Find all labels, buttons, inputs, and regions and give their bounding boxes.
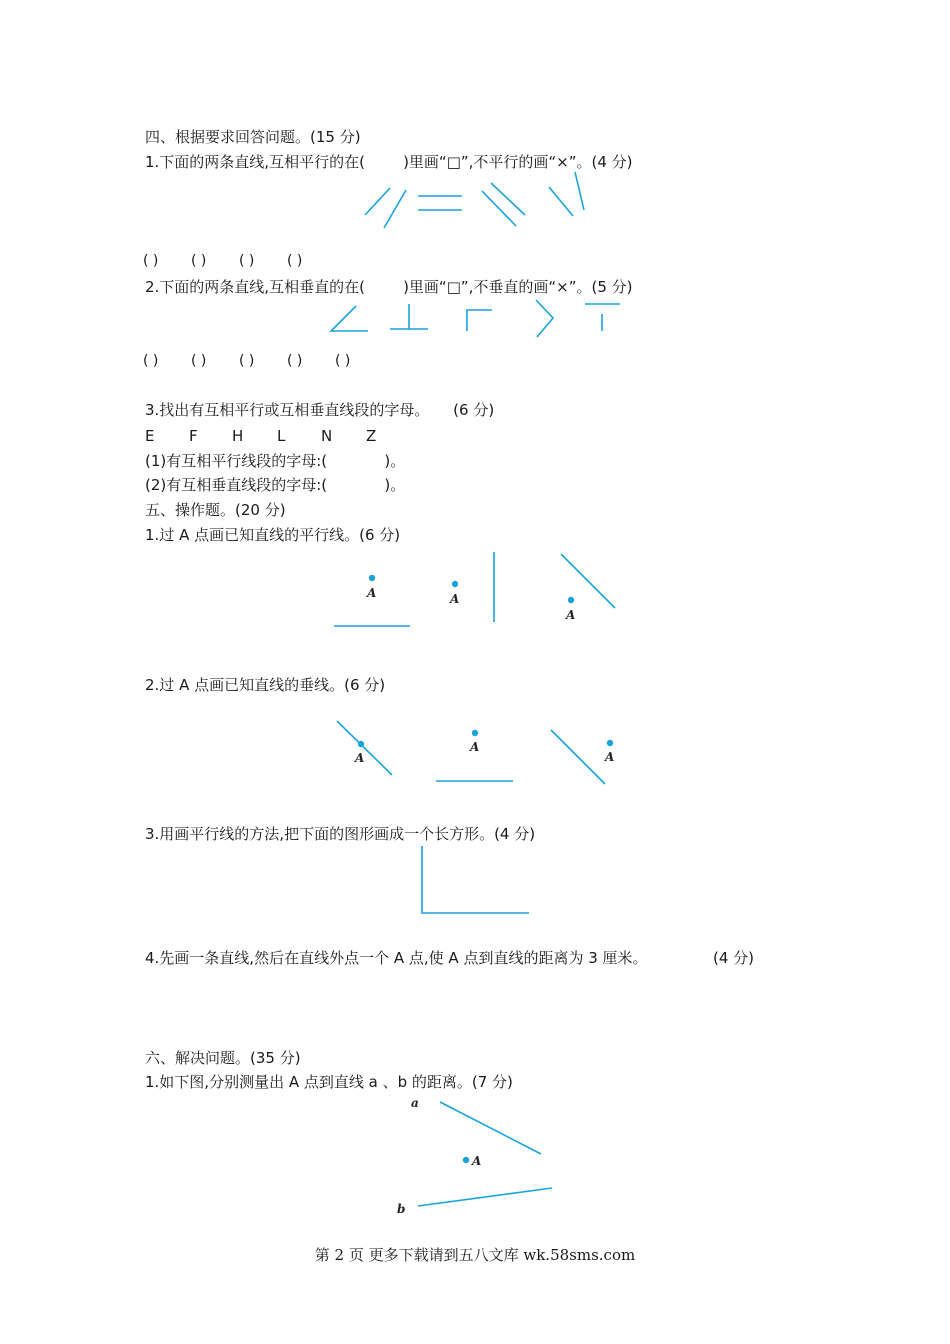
- answer-blank[interactable]: ( ): [239, 253, 255, 269]
- line-b: [418, 1188, 552, 1206]
- pair4-line1: [549, 187, 573, 216]
- section4-q1: 1.下面的两条直线,互相平行的在( )里画“□”,不平行的画“×”。(4 分): [145, 153, 633, 171]
- letter-e: E: [145, 427, 155, 445]
- line-a-label: a: [411, 1096, 419, 1110]
- point-a-label: A: [450, 592, 460, 606]
- rectangle-corner: [422, 846, 529, 913]
- q1-figures: [365, 172, 584, 228]
- answer-blank[interactable]: ( ): [287, 353, 303, 369]
- point-a: [568, 597, 574, 603]
- pair3-line2: [482, 191, 516, 226]
- point-a: [607, 740, 613, 746]
- section4-q2: 2.下面的两条直线,互相垂直的在( )里画“□”,不垂直的画“×”。(5 分): [145, 278, 633, 296]
- point-a-label: A: [566, 608, 576, 622]
- point-a: [452, 581, 458, 587]
- letter-f: F: [189, 427, 198, 445]
- section6-q1: 1.如下图,分别测量出 A 点到直线 a 、b 的距离。(7 分): [145, 1073, 513, 1091]
- answer-blank[interactable]: ( ): [191, 353, 207, 369]
- given-line: [551, 730, 605, 784]
- answer-blank[interactable]: ( ): [335, 353, 351, 369]
- point-a: [358, 741, 364, 747]
- section4-q3-b: (2)有互相垂直线段的字母:( )。: [145, 476, 406, 494]
- fig4-lines: [536, 300, 553, 337]
- line-a: [440, 1102, 541, 1154]
- section6-title: 六、解决问题。(35 分): [145, 1049, 301, 1067]
- point-a-label: A: [605, 750, 615, 764]
- fig3-lines: [467, 310, 492, 331]
- section5-q3: 3.用画平行线的方法,把下面的图形画成一个长方形。(4 分): [145, 825, 536, 843]
- section4-q3: 3.找出有互相平行或互相垂直线段的字母。 (6 分): [145, 401, 495, 419]
- fig1-lines: [331, 306, 368, 331]
- line-b-label: b: [397, 1202, 406, 1216]
- answer-blank[interactable]: ( ): [143, 353, 159, 369]
- answer-blank[interactable]: ( ): [191, 253, 207, 269]
- point-a: [369, 575, 375, 581]
- letter-z: Z: [366, 427, 377, 445]
- letter-l: L: [277, 427, 286, 445]
- point-a: [472, 730, 478, 736]
- pair1-line1: [365, 188, 390, 215]
- section4-title: 四、根据要求回答问题。(15 分): [145, 128, 361, 146]
- point-a-label: A: [367, 586, 377, 600]
- section5-q2: 2.过 A 点画已知直线的垂线。(6 分): [145, 676, 386, 694]
- answer-blank[interactable]: ( ): [239, 353, 255, 369]
- page-footer: 第 2 页 更多下载请到五八文库 wk.58sms.com: [314, 1246, 636, 1264]
- point-a: [463, 1157, 469, 1163]
- s6q1-figures: [397, 1096, 552, 1216]
- point-a-label: A: [472, 1154, 482, 1168]
- pair1-line2: [384, 190, 406, 228]
- letter-n: N: [321, 427, 333, 445]
- s5q1-figures: [334, 552, 615, 626]
- section5-q4: 4.先画一条直线,然后在直线外点一个 A 点,使 A 点到直线的距离为 3 厘米。: [145, 949, 648, 967]
- section5-title: 五、操作题。(20 分): [145, 501, 286, 519]
- pair4-line2: [575, 172, 584, 210]
- given-line: [337, 721, 392, 775]
- section5-q1: 1.过 A 点画已知直线的平行线。(6 分): [145, 526, 401, 544]
- answer-blank[interactable]: ( ): [287, 253, 303, 269]
- s5q2-figures: [337, 721, 614, 784]
- section5-q4-score: (4 分): [713, 949, 755, 967]
- answer-blank[interactable]: ( ): [143, 253, 159, 269]
- point-a-label: A: [470, 740, 480, 754]
- letter-h: H: [232, 427, 244, 445]
- point-a-label: A: [355, 751, 365, 765]
- section4-q3-a: (1)有互相平行线段的字母:( )。: [145, 452, 406, 470]
- q2-figures: [331, 300, 620, 337]
- pair3-line1: [491, 183, 525, 215]
